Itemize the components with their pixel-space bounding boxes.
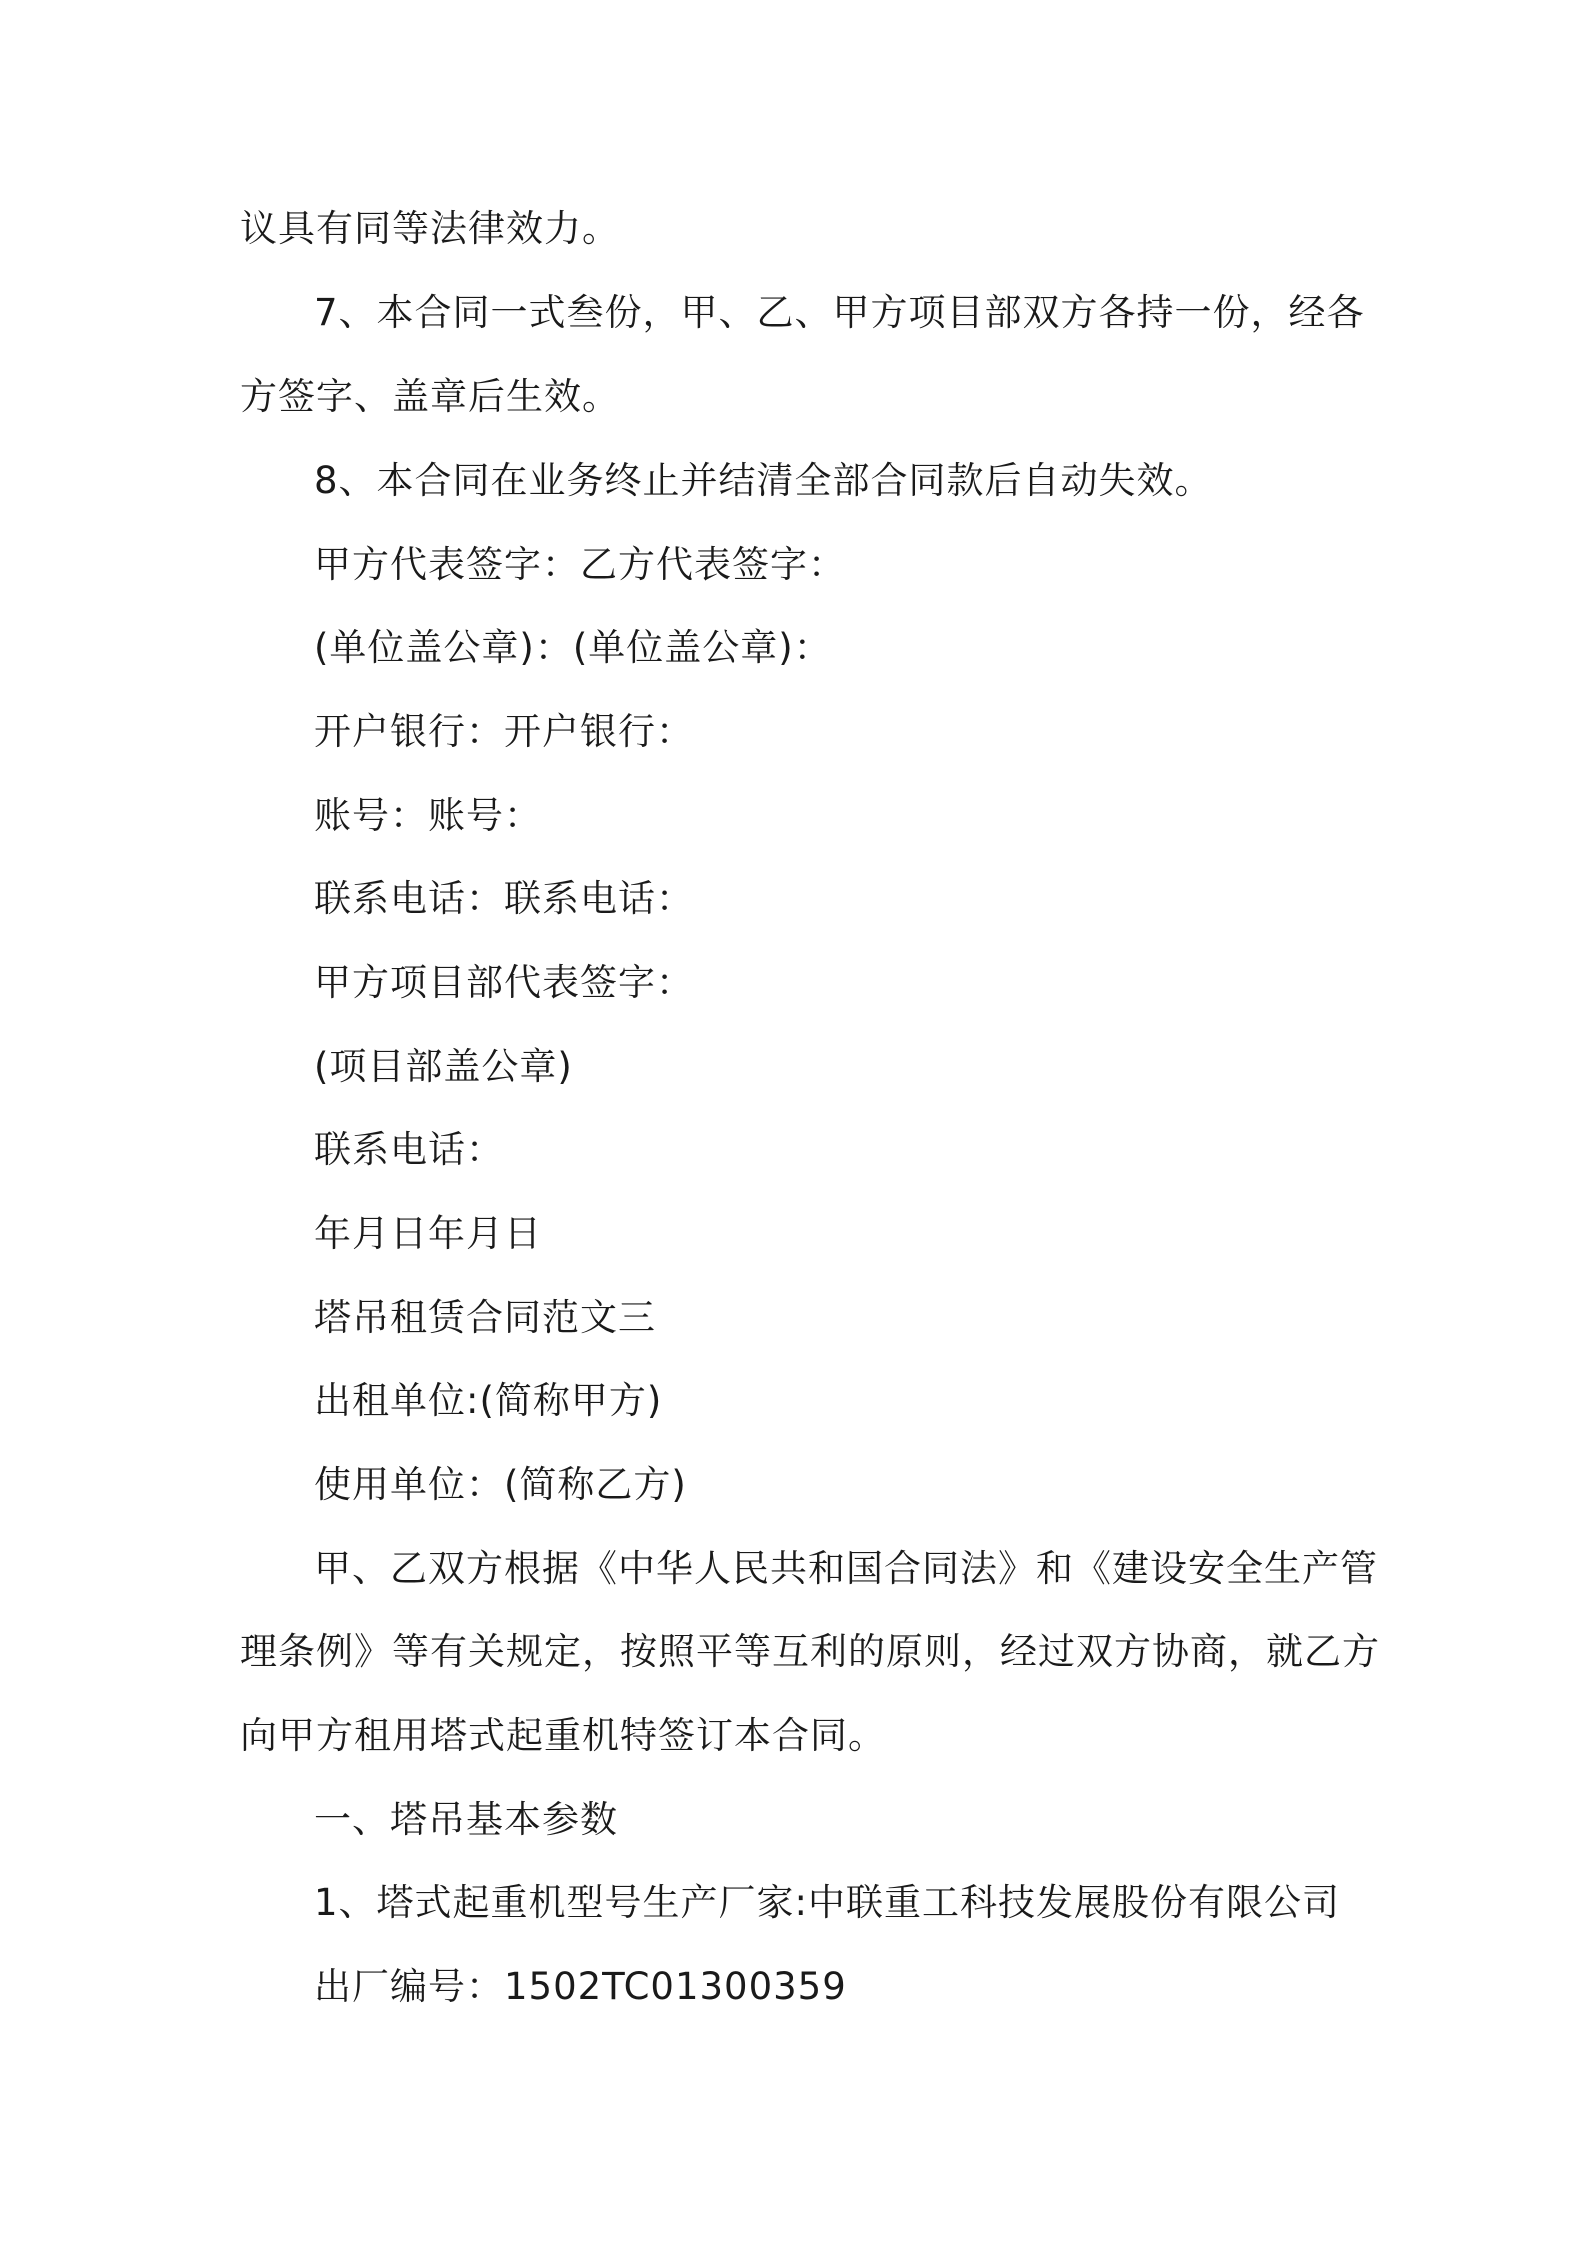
text-line: 向甲方租用塔式起重机特签订本合同。	[240, 1714, 886, 1757]
text-line: 甲方代表签字：乙方代表签字：	[314, 543, 846, 586]
text-line: 方签字、盖章后生效。	[240, 375, 620, 418]
text-line: 联系电话：联系电话：	[314, 877, 694, 920]
section-title: 塔吊租赁合同范文三	[314, 1296, 656, 1339]
text-line: (项目部盖公章)	[314, 1045, 573, 1088]
text-line: 理条例》等有关规定，按照平等互利的原则，经过双方协商，就乙方	[240, 1630, 1380, 1673]
text-line: 年月日年月日	[314, 1212, 542, 1255]
text-line: 7、本合同一式叁份，甲、乙、甲方项目部双方各持一份，经各	[314, 291, 1365, 334]
text-line: 1、塔式起重机型号生产厂家:中联重工科技发展股份有限公司	[314, 1881, 1341, 1924]
text-line: 8、本合同在业务终止并结清全部合同款后自动失效。	[314, 459, 1213, 502]
text-line: (单位盖公章)：(单位盖公章)：	[314, 626, 832, 669]
text-line: 开户银行：开户银行：	[314, 710, 694, 753]
text-line: 使用单位：(简称乙方)	[314, 1463, 687, 1506]
text-line: 甲方项目部代表签字：	[314, 961, 694, 1004]
text-line: 出厂编号：1502TC01300359	[314, 1965, 847, 2008]
text-line: 甲、乙双方根据《中华人民共和国合同法》和《建设安全生产管	[314, 1547, 1378, 1590]
section-heading: 一、塔吊基本参数	[314, 1798, 618, 1841]
text-line: 出租单位:(简称甲方)	[314, 1379, 663, 1422]
text-line: 联系电话：	[314, 1128, 504, 1171]
text-line: 账号：账号：	[314, 794, 542, 837]
text-line: 议具有同等法律效力。	[240, 207, 620, 250]
